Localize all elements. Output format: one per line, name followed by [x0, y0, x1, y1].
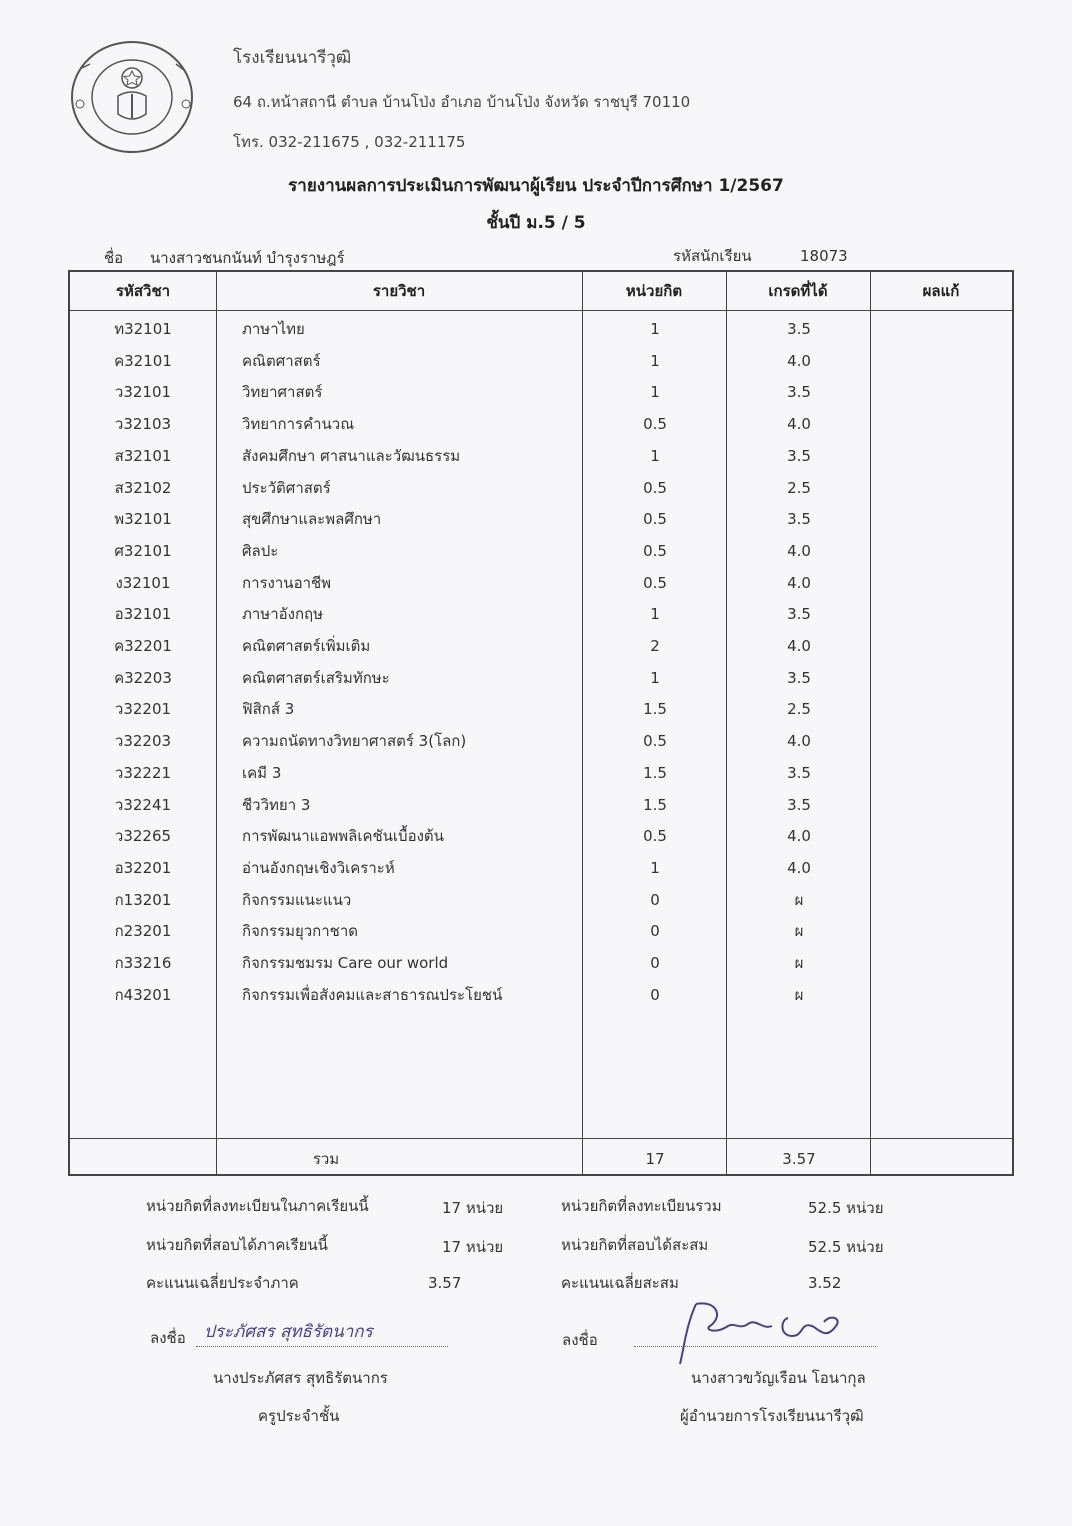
row-grade: 3.5	[787, 763, 811, 782]
row-credit: 1.5	[643, 700, 667, 719]
row-grade: 2.5	[787, 478, 811, 497]
row-credit: 0.5	[643, 415, 667, 434]
row-subject: เคมี 3	[242, 763, 282, 782]
row-subject: การงานอาชีพ	[242, 573, 332, 592]
row-code: ว32203	[114, 732, 172, 751]
total-row	[70, 1144, 1012, 1176]
row-credit: 1.5	[643, 795, 667, 814]
teacher-signature: ประภัศสร สุทธิรัตนากร	[204, 1322, 373, 1342]
pass-total-value: 52.5 หน่วย	[808, 1238, 884, 1256]
row-subject: ภาษาไทย	[242, 320, 305, 338]
row-credit: 0	[650, 954, 660, 972]
header-credit: หน่วยกิต	[625, 282, 683, 300]
row-credit: 1	[650, 320, 660, 338]
row-credit: 1	[650, 668, 660, 687]
row-subject: คณิตศาสตร์	[242, 351, 321, 370]
row-credit: 1	[650, 858, 660, 877]
row-fix	[870, 441, 1012, 473]
row-subject: อ่านอังกฤษเชิงวิเคราะห์	[242, 858, 395, 877]
table-row	[70, 599, 1012, 631]
row-grade: ผ	[794, 954, 804, 972]
reg-total-label: หน่วยกิตที่ลงทะเบียนรวม	[561, 1197, 722, 1215]
table-row	[70, 885, 1012, 917]
row-code: ส32102	[114, 478, 172, 497]
row-code: พ32101	[114, 510, 172, 529]
row-code: ว32221	[114, 763, 172, 782]
student-id: 18073	[800, 247, 848, 265]
row-subject: การพัฒนาแอพพลิเคชันเบื้องต้น	[242, 827, 444, 846]
row-subject: กิจกรรมชมรม Care our world	[242, 954, 449, 972]
row-grade: 4.0	[787, 573, 811, 592]
row-fix	[870, 853, 1012, 885]
table-row	[70, 536, 1012, 568]
school-phone: โทร. 032-211675 , 032-211175	[233, 133, 466, 151]
table-row	[70, 726, 1012, 758]
reg-total-value: 52.5 หน่วย	[808, 1199, 884, 1217]
row-fix	[870, 536, 1012, 568]
row-fix	[870, 568, 1012, 600]
row-grade: 4.0	[787, 858, 811, 877]
row-fix	[870, 821, 1012, 853]
row-code: ว32265	[114, 827, 172, 846]
row-grade: 3.5	[787, 510, 811, 529]
row-grade: 4.0	[787, 637, 811, 655]
row-code: ค32101	[114, 351, 172, 370]
student-name: นางสาวชนกนันท์ บำรุงราษฎร์	[150, 249, 345, 267]
row-fix	[870, 916, 1012, 948]
row-subject: ภาษาอังกฤษ	[242, 605, 324, 624]
row-fix	[870, 314, 1012, 346]
row-subject: ความถนัดทางวิทยาศาสตร์ 3(โลก)	[242, 732, 467, 751]
header-subject: รายวิชา	[372, 282, 426, 300]
gpa-total-label: คะแนนเฉลี่ยสะสม	[561, 1274, 679, 1292]
table-row	[70, 377, 1012, 409]
table-row	[70, 473, 1012, 505]
table-row	[70, 441, 1012, 473]
teacher-sign-label: ลงชื่อ	[150, 1329, 186, 1347]
row-subject: กิจกรรมแนะแนว	[242, 890, 352, 909]
row-grade: 3.5	[787, 446, 811, 465]
row-fix	[870, 599, 1012, 631]
row-fix	[870, 663, 1012, 695]
row-credit: 0.5	[643, 732, 667, 751]
row-code: ก33216	[114, 954, 172, 972]
row-subject: ชีววิทยา 3	[242, 795, 311, 814]
director-sign-label: ลงชื่อ	[562, 1331, 598, 1349]
row-subject: คณิตศาสตร์เพิ่มเติม	[242, 637, 371, 655]
row-fix	[870, 631, 1012, 663]
row-code: ค32203	[114, 668, 172, 687]
row-fix	[870, 980, 1012, 1012]
pass-term-value: 17 หน่วย	[442, 1238, 504, 1256]
table-row	[70, 346, 1012, 378]
row-subject: สุขศึกษาและพลศึกษา	[242, 510, 382, 529]
row-code: ว32201	[114, 700, 172, 719]
total-label: รวม	[312, 1150, 340, 1168]
row-code: ก13201	[114, 890, 172, 909]
row-code: อ32101	[114, 605, 172, 624]
teacher-name: นางประภัศสร สุทธิรัตนากร	[213, 1369, 388, 1387]
row-grade: 4.0	[787, 827, 811, 846]
row-subject: วิทยาศาสตร์	[242, 383, 323, 402]
director-name: นางสาวขวัญเรือน โอนากุล	[691, 1369, 866, 1387]
student-name-label: ชื่อ	[104, 249, 124, 267]
row-subject: สังคมศึกษา ศาสนาและวัฒนธรรม	[242, 446, 461, 465]
row-subject: ประวัติศาสตร์	[242, 478, 331, 497]
report-title: รายงานผลการประเมินการพัฒนาผู้เรียน ประจำปีการศึกษา 1/2567	[288, 176, 784, 196]
row-credit: 1.5	[643, 763, 667, 782]
student-id-label: รหัสนักเรียน	[673, 247, 752, 265]
row-grade: ผ	[794, 922, 804, 941]
row-fix	[870, 885, 1012, 917]
table-row	[70, 504, 1012, 536]
total-credit: 17	[645, 1150, 665, 1168]
row-grade: 4.0	[787, 732, 811, 751]
gpa-term-label: คะแนนเฉลี่ยประจำภาค	[146, 1274, 299, 1292]
row-fix	[870, 409, 1012, 441]
row-code: ส32101	[114, 446, 172, 465]
row-credit: 1	[650, 351, 660, 370]
row-subject: ศิลปะ	[242, 541, 279, 560]
table-row	[70, 568, 1012, 600]
row-code: ศ32101	[114, 541, 172, 560]
table-row	[70, 790, 1012, 822]
header-code: รหัสวิชา	[115, 282, 171, 300]
row-code: ว32103	[114, 415, 172, 434]
row-credit: 0.5	[643, 541, 667, 560]
row-credit: 0	[650, 922, 660, 941]
table-row	[70, 694, 1012, 726]
row-grade: 3.5	[787, 320, 811, 338]
report-class: ชั้นปี ม.5 / 5	[486, 213, 586, 233]
row-fix	[870, 346, 1012, 378]
row-subject: ฟิสิกส์ 3	[242, 700, 295, 719]
row-fix	[870, 790, 1012, 822]
row-subject: กิจกรรมยุวกาชาด	[242, 922, 359, 941]
row-code: อ32201	[114, 858, 172, 877]
table-row	[70, 631, 1012, 663]
table-row	[70, 948, 1012, 980]
row-credit: 1	[650, 605, 660, 624]
row-credit: 0.5	[643, 573, 667, 592]
row-credit: 1	[650, 383, 660, 402]
row-fix	[870, 473, 1012, 505]
grades-table	[68, 270, 1014, 1176]
reg-term-label: หน่วยกิตที่ลงทะเบียนในภาคเรียนนี้	[146, 1197, 369, 1215]
row-grade: 4.0	[787, 351, 811, 370]
row-subject: วิทยาการคำนวณ	[242, 415, 355, 434]
director-signature	[676, 1296, 846, 1368]
pass-total-label: หน่วยกิตที่สอบได้สะสม	[561, 1236, 709, 1254]
row-credit: 0	[650, 890, 660, 909]
row-fix	[870, 726, 1012, 758]
row-grade: 4.0	[787, 541, 811, 560]
row-grade: 3.5	[787, 668, 811, 687]
row-grade: 4.0	[787, 415, 811, 434]
reg-term-value: 17 หน่วย	[442, 1199, 504, 1217]
row-fix	[870, 758, 1012, 790]
table-row	[70, 314, 1012, 346]
row-subject: คณิตศาสตร์เสริมทักษะ	[242, 668, 390, 687]
teacher-role: ครูประจำชั้น	[258, 1407, 340, 1425]
row-credit: 0.5	[643, 510, 667, 529]
row-code: ว32241	[114, 795, 172, 814]
row-code: ท32101	[114, 320, 172, 338]
row-grade: 2.5	[787, 700, 811, 719]
row-fix	[870, 504, 1012, 536]
school-seal-icon	[68, 38, 196, 156]
total-grade: 3.57	[782, 1150, 816, 1168]
row-grade: ผ	[794, 890, 804, 909]
table-row	[70, 409, 1012, 441]
school-name: โรงเรียนนารีวุฒิ	[233, 48, 352, 68]
pass-term-label: หน่วยกิตที่สอบได้ภาคเรียนนี้	[146, 1236, 328, 1254]
row-fix	[870, 377, 1012, 409]
row-grade: 3.5	[787, 605, 811, 624]
row-credit: 2	[650, 637, 660, 655]
table-row	[70, 758, 1012, 790]
row-grade: 3.5	[787, 383, 811, 402]
row-code: ก43201	[114, 985, 172, 1004]
row-grade: ผ	[794, 985, 804, 1004]
header-fix: ผลแก้	[922, 282, 960, 300]
header-grade: เกรดที่ได้	[768, 282, 828, 300]
row-fix	[870, 694, 1012, 726]
row-grade: 3.5	[787, 795, 811, 814]
gpa-total-value: 3.52	[808, 1274, 842, 1292]
row-code: ง32101	[115, 573, 171, 592]
row-credit: 0	[650, 985, 660, 1004]
row-credit: 0.5	[643, 827, 667, 846]
table-row	[70, 853, 1012, 885]
table-row	[70, 980, 1012, 1012]
table-row	[70, 821, 1012, 853]
row-code: ว32101	[114, 383, 172, 402]
gpa-term-value: 3.57	[428, 1274, 462, 1292]
row-code: ค32201	[114, 637, 172, 655]
row-code: ก23201	[114, 922, 172, 941]
table-row	[70, 663, 1012, 695]
row-credit: 0.5	[643, 478, 667, 497]
school-address: 64 ถ.หน้าสถานี ตำบล บ้านโป่ง อำเภอ บ้านโป่ง จังหวัด ราชบุรี 70110	[233, 93, 691, 111]
table-row	[70, 916, 1012, 948]
row-credit: 1	[650, 446, 660, 465]
director-role: ผู้อำนวยการโรงเรียนนารีวุฒิ	[680, 1407, 864, 1425]
row-fix	[870, 948, 1012, 980]
row-subject: กิจกรรมเพื่อสังคมและสาธารณประโยชน์	[242, 985, 503, 1004]
